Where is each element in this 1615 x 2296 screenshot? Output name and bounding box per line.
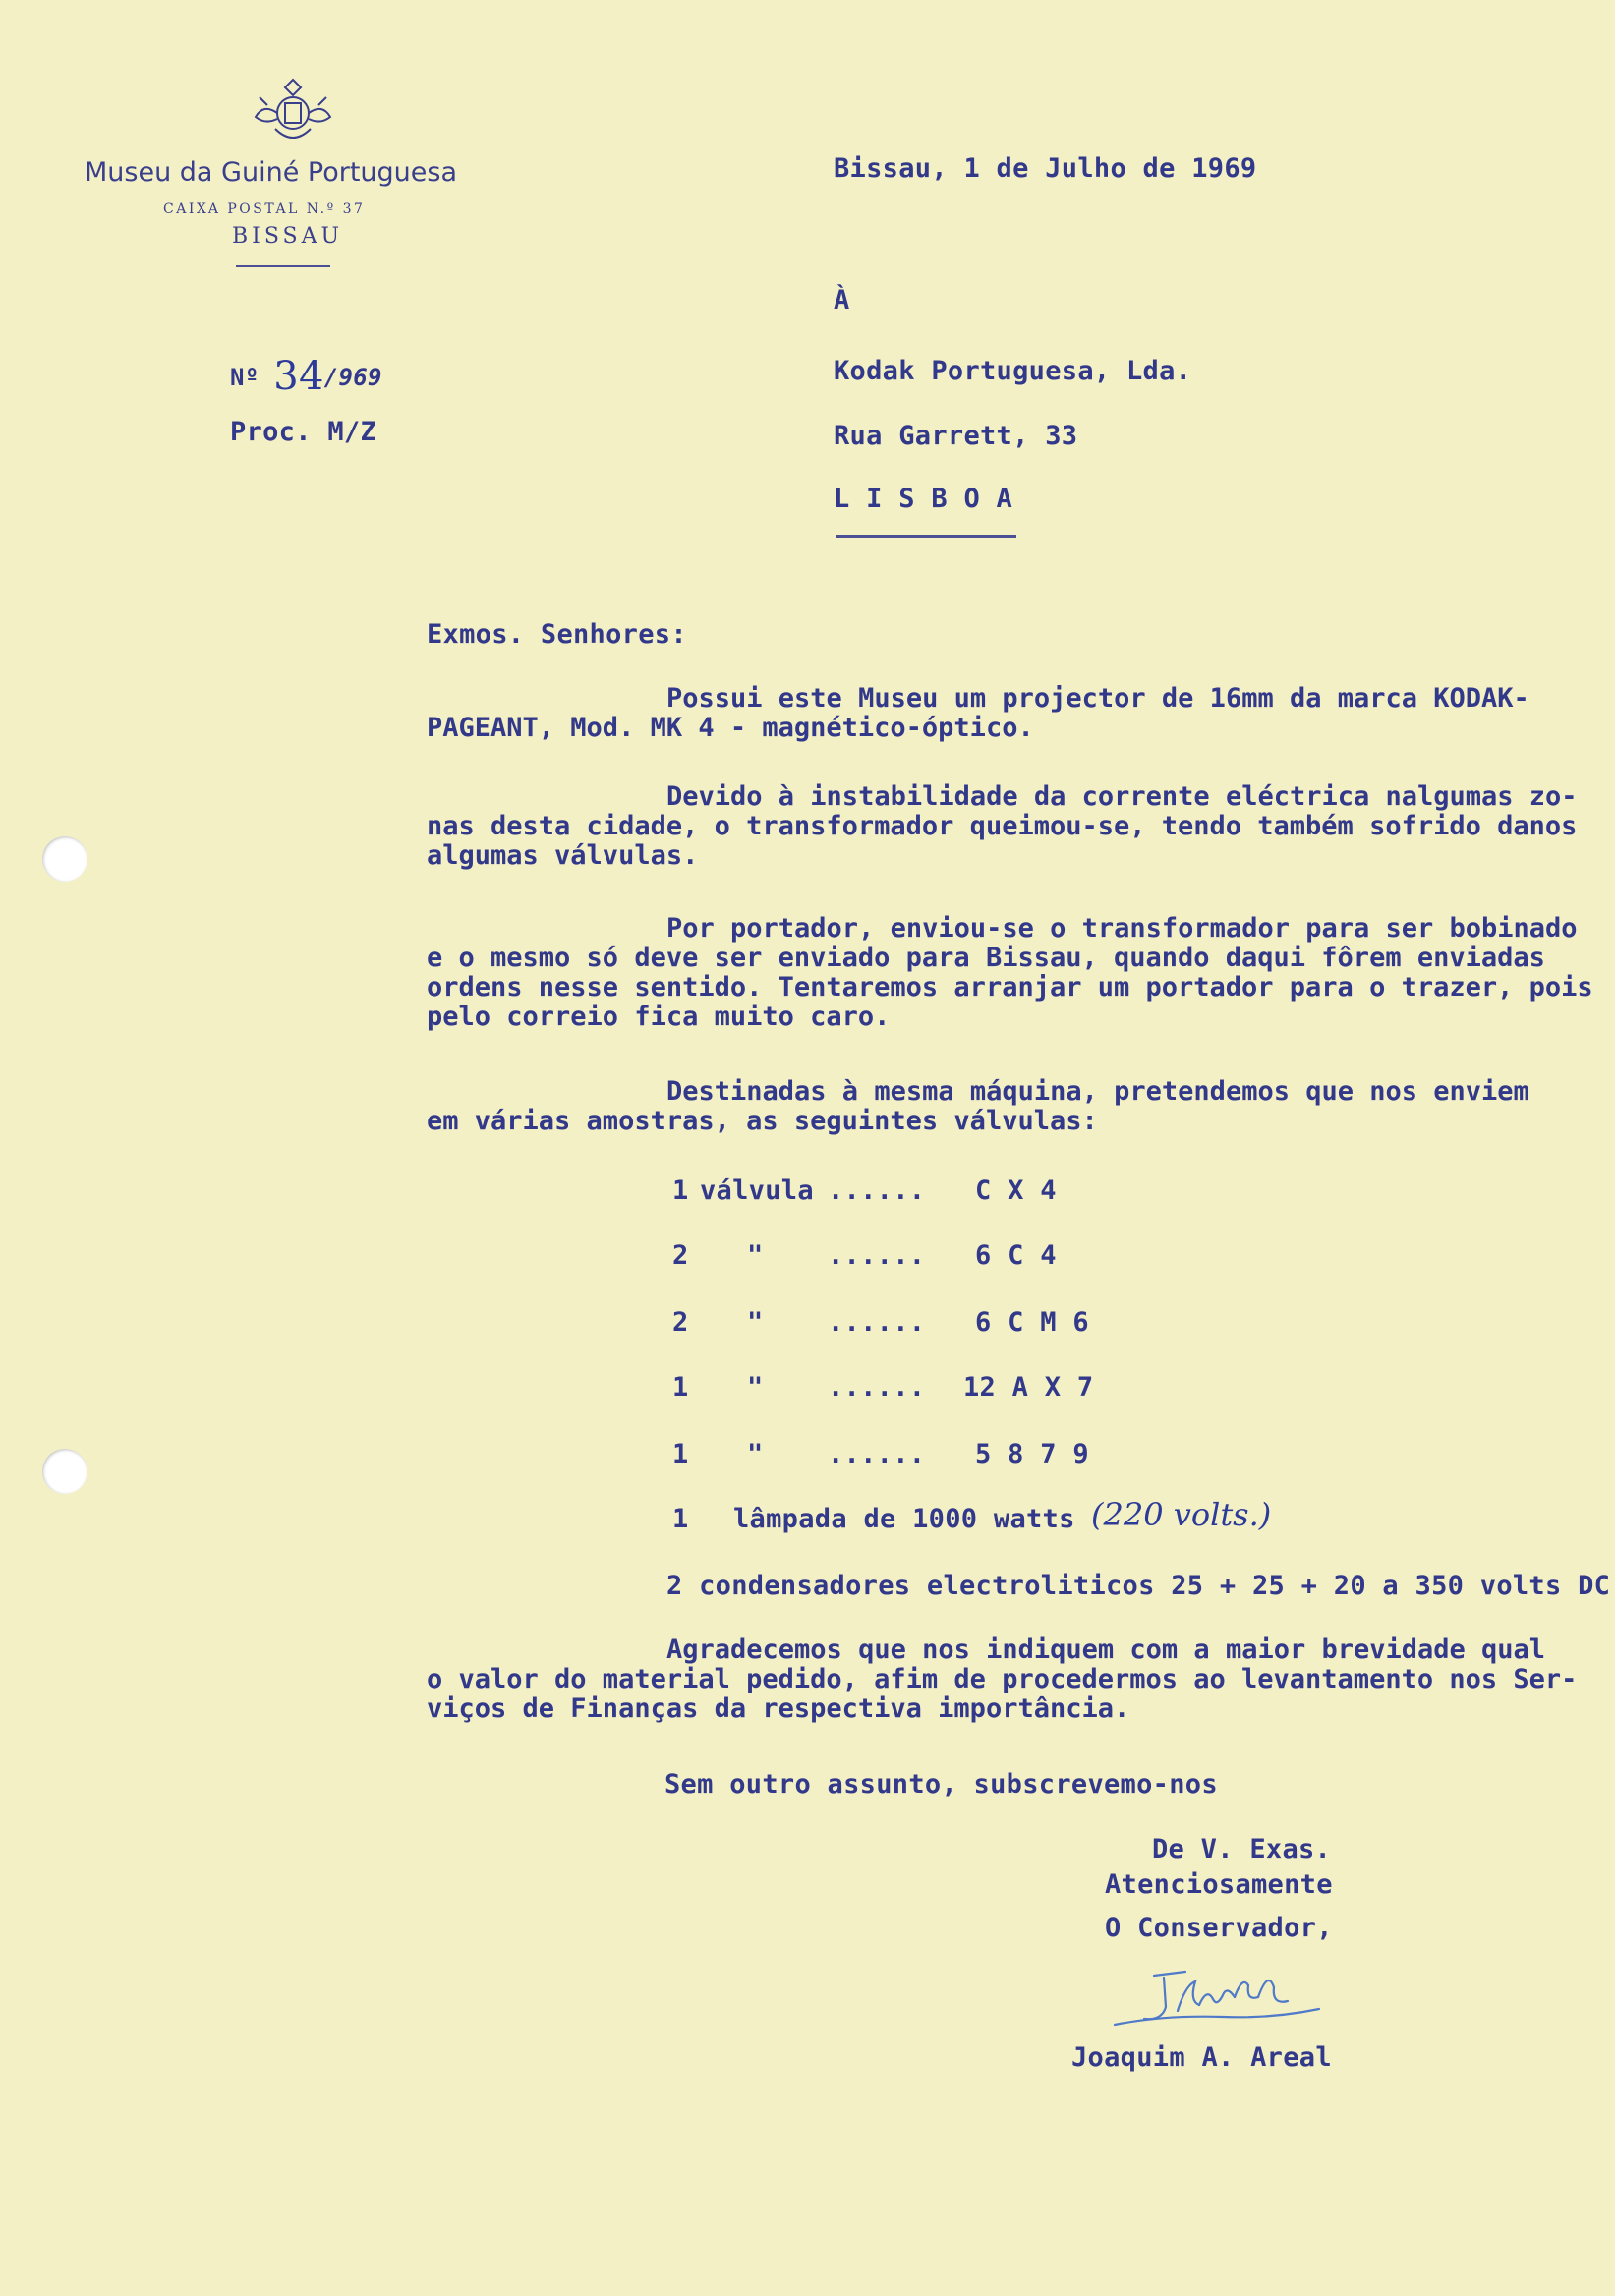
valve-row: 1 " ...... 12 A X 7: [672, 1372, 1094, 1403]
signoff-line-1: De V. Exas.: [1152, 1834, 1332, 1865]
punch-hole-bottom: [42, 1449, 87, 1494]
paragraph-2: [427, 782, 1578, 871]
recipient-city-underline: [836, 535, 1016, 538]
lamp-handwritten-note: (220 volts.): [1091, 1496, 1272, 1533]
paragraph-2-line-2: nas desta cidade, o transformador queimou-se, tendo também sofrido danos: [427, 811, 1578, 841]
recipient-to: À: [834, 285, 850, 316]
recipient-street: Rua Garrett, 33: [834, 421, 1078, 451]
condensers-line: 2 condensadores electroliticos 25 + 25 + 20 a 350 volts DC: [666, 1571, 1611, 1601]
valve-row: 1 válvula ...... C X 4: [672, 1176, 1057, 1206]
valve-row: 1 " ...... 5 8 7 9: [672, 1439, 1089, 1469]
coat-of-arms-emblem: [246, 74, 340, 152]
paragraph-1: [427, 684, 1529, 743]
paragraph-2-line-3: algumas válvulas.: [427, 840, 699, 871]
reference-year: /969: [323, 364, 382, 391]
valve-row: 2 " ...... 6 C M 6: [672, 1307, 1089, 1338]
paragraph-2-line-1: Devido à instabilidade da corrente eléctrica nalgumas zo-: [666, 781, 1578, 812]
paragraph-4: [427, 1077, 1529, 1136]
reference-number: [230, 350, 382, 399]
date-line: Bissau, 1 de Julho de 1969: [834, 153, 1257, 184]
letterhead-rule: [236, 265, 330, 267]
paragraph-3-line-3: ordens nesse sentido. Tentaremos arranjar um portador para o trazer, pois: [427, 972, 1593, 1003]
reference-prefix: Nº: [230, 364, 260, 391]
recipient-city: L I S B O A: [834, 484, 1013, 514]
paragraph-3-line-1: Por portador, enviou-se o transformador para ser bobinado: [666, 913, 1578, 944]
recipient-company: Kodak Portuguesa, Lda.: [834, 356, 1192, 386]
paragraph-5: [427, 1636, 1577, 1724]
paragraph-5-line-2: o valor do material pedido, afim de procedermos ao levantamento nos Ser-: [427, 1664, 1578, 1694]
signoff-line-2: Atenciosamente: [1105, 1869, 1333, 1900]
paragraph-1-line-2: PAGEANT, Mod. MK 4 - magnético-óptico.: [427, 713, 1034, 743]
paragraph-5-line-3: viços de Finanças da respectiva importância.: [427, 1693, 1130, 1724]
paragraph-3-line-4: pelo correio fica muito caro.: [427, 1002, 891, 1032]
lamp-text: lâmpada de 1000 watts: [733, 1504, 1075, 1534]
paragraph-4-line-1: Destinadas à mesma máquina, pretendemos que nos enviem: [666, 1076, 1529, 1107]
paragraph-3-line-2: e o mesmo só deve ser enviado para Bissau, quando daqui fôrem enviadas: [427, 943, 1545, 973]
closing-line: Sem outro assunto, subscrevemo-nos: [664, 1769, 1218, 1800]
paragraph-4-line-2: em várias amostras, as seguintes válvulas:: [427, 1106, 1098, 1136]
salutation: Exmos. Senhores:: [427, 619, 687, 650]
valve-row: 2 " ...... 6 C 4: [672, 1240, 1057, 1271]
punch-hole-top: [42, 836, 87, 882]
letterhead-name: Museu da Guiné Portuguesa: [85, 157, 458, 188]
lamp-qty: 1: [672, 1504, 689, 1534]
handwritten-signature: [1105, 1956, 1341, 2035]
proc-reference: Proc. M/Z: [230, 417, 376, 447]
signoff-line-3: O Conservador,: [1105, 1913, 1333, 1943]
signatory-name: Joaquim A. Areal: [1071, 2042, 1332, 2073]
paragraph-1-line-1: Possui este Museu um projector de 16mm da marca KODAK-: [666, 683, 1529, 714]
reference-handwritten-number: 34: [273, 354, 324, 399]
paragraph-3: [427, 914, 1593, 1032]
paragraph-5-line-1: Agradecemos que nos indiquem com a maior brevidade qual: [666, 1635, 1546, 1665]
lamp-line: [672, 1504, 1075, 1534]
letterhead-city: BISSAU: [232, 224, 344, 249]
letterhead-postal-box: CAIXA POSTAL N.º 37: [163, 201, 366, 217]
